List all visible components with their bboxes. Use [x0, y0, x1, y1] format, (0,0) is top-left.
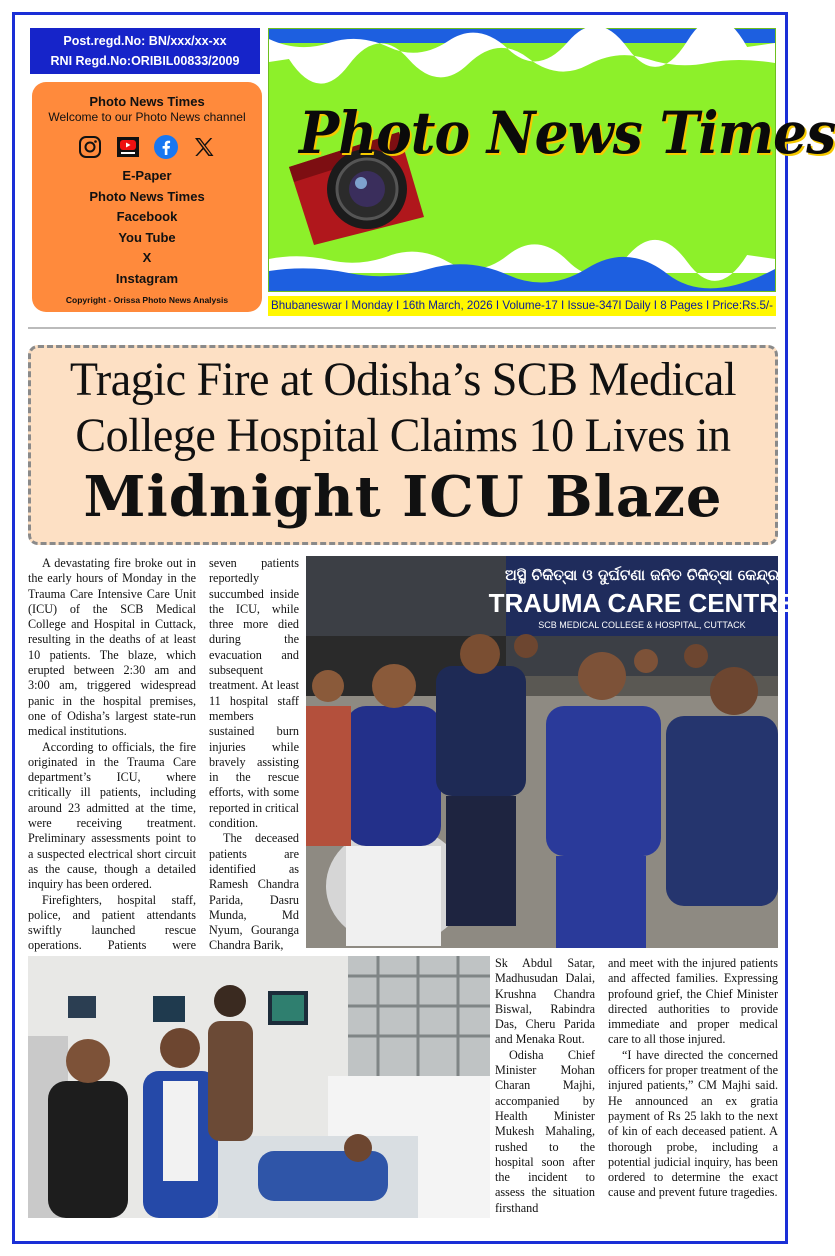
headline-line-2: College Hospital Claims 10 Lives in: [75, 409, 731, 462]
promo-welcome: Welcome to our Photo News channel: [48, 110, 246, 124]
masthead-title: Photo News Times: [299, 99, 835, 167]
paragraph: A devastating fire broke out in the early hours of Monday in the Trauma Care Intensive Care Unit (ICU) of the SCB Medical College and Hospital in Cuttack, resulting in the deaths of at least 10 patients. The blaze, which erupted between 2:30 am and 3:00 am, triggered widespread panic in the hospital premises, one of Odisha’s largest state-run medical institutions.: [28, 556, 196, 739]
article-column-3: [495, 956, 595, 1216]
photo-icu-visit: [28, 956, 490, 1218]
registration-box: [30, 28, 260, 74]
facebook-icon[interactable]: [154, 135, 178, 159]
headline-line-1: Tragic Fire at Odisha’s SCB Medical: [69, 353, 737, 406]
link-youtube[interactable]: You Tube: [118, 229, 176, 245]
link-epaper[interactable]: E-Paper: [122, 168, 172, 183]
photo-trauma-centre-visit: [306, 556, 796, 948]
paragraph: According to officials, the fire originated in the Trauma Care department’s ICU, where critically ill patients, including around 23 admitted at the time, were receiving treatment. Preliminary assessments point to a suspected electrical short circuit as the cause, though a detailed inquiry has been ordered.: [28, 739, 196, 892]
social-icons: [32, 134, 262, 160]
link-instagram[interactable]: Instagram: [115, 270, 179, 286]
sign-hospital-name: SCB MEDICAL COLLEGE & HOSPITAL, CUTTACK: [538, 620, 746, 630]
paragraph: Odisha Chief Minister Mohan Charan Majhi, accompanied by Health Minister Mukesh Mahaling, rushed to the hospital soon after the incident to assess the situation firsthand: [495, 1047, 595, 1215]
divider: [28, 327, 776, 329]
article-column-4: [608, 956, 778, 1201]
copyright-text: Copyright - Orissa Photo News Analysis: [65, 295, 229, 305]
link-x[interactable]: X: [142, 250, 152, 265]
post-regd-number: Post.regd.No: BN/xxx/xx-xx: [63, 34, 227, 48]
sign-odia-text: ଅସ୍ଥି ଚିକିତ୍ସା ଓ ଦୁର୍ଘଟଣା ଜନିତ ଚିକିତ୍ସା କେନ୍ଦ୍ର: [504, 566, 780, 584]
article-column-1: [28, 556, 196, 1000]
x-icon[interactable]: [192, 135, 216, 159]
torn-paper-bottom: [269, 251, 775, 291]
torn-paper-top: [269, 29, 775, 69]
headline-box: [28, 345, 778, 545]
channel-promo-box: [32, 82, 262, 312]
date-info-bar: Bhubaneswar I Monday I 16th March, 2026 I Volume-17 I Issue-347I Daily I 8 Pages I Price:Rs.5/-: [268, 296, 776, 316]
paragraph: “I have directed the concerned officers for proper treatment of the injured patients,” CM Majhi said. He announced an ex gratia payment of Rs 25 lakh to the next of kin of each deceased patient. A thorough probe, including a potential judicial inquiry, has been ordered to determine the exact cause and prevent future tragedies.: [608, 1047, 778, 1200]
sign-trauma-care-centre: TRAUMA CARE CENTRE: [488, 588, 796, 618]
rni-regd-number: RNI Regd.No:ORIBIL00833/2009: [50, 54, 240, 68]
promo-title: Photo News Times: [89, 94, 205, 109]
article-column-2: [209, 556, 299, 954]
paragraph: Sk Abdul Satar, Madhusudan Dalai, Krushna Chandra Biswal, Rabindra Das, Cheru Parida and Menaka Rout.: [495, 956, 595, 1047]
masthead: [268, 28, 835, 292]
paragraph: seven patients reportedly succumbed inside the ICU, while three more died during the evacuation and subsequent treatment. At least 11 hospital staff members sustained burn injuries while bravely assisting in the rescue efforts, with some reported in critical condition.: [209, 556, 300, 831]
instagram-icon[interactable]: [78, 135, 102, 159]
paragraph: and meet with the injured patients and affected families. Expressing profound grief, the Chief Minister directed authorities to provide immediate and proper medical care to all those injured.: [608, 956, 778, 1047]
link-facebook[interactable]: Facebook: [116, 209, 178, 224]
youtube-icon[interactable]: [116, 135, 140, 159]
paragraph: The deceased patients are identified as Ramesh Chandra Parida, Dasru Munda, Md Nyum, Gouranga Chandra Barik,: [209, 831, 299, 953]
promo-links: [32, 166, 262, 289]
headline-line-3: Midnight ICU Blaze: [83, 464, 723, 530]
link-photo-news-times[interactable]: Photo News Times: [89, 188, 205, 204]
paragraph: Firefighters, hospital staff, police, and patient attendants swiftly launched rescue operations. Patients were: [28, 892, 196, 953]
